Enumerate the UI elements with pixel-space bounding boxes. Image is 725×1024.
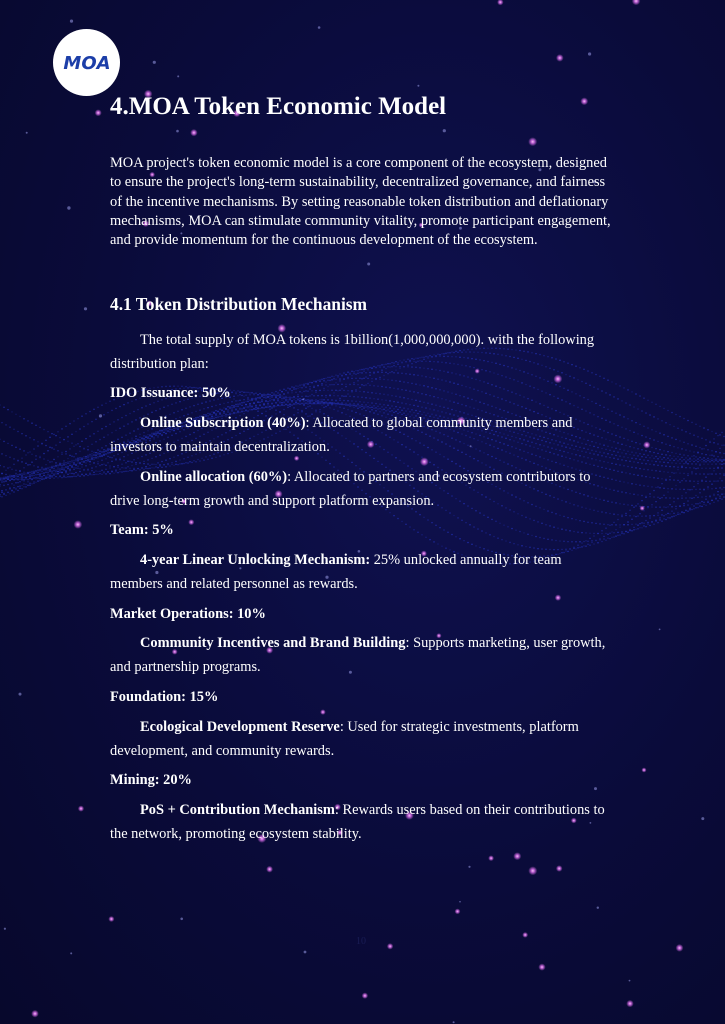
item-term: Ecological Development Reserve <box>140 719 340 735</box>
section-heading: 4.1 Token Distribution Mechanism <box>110 294 368 314</box>
item-online-allocation <box>110 466 615 513</box>
group-label-market-operations: Market Operations: 10% <box>110 606 266 622</box>
item-term: PoS + Contribution Mechanism <box>140 802 335 818</box>
item-ecological-reserve <box>110 716 615 763</box>
moa-logo <box>53 29 120 96</box>
item-community-incentives <box>110 632 615 679</box>
page-title: 4.MOA Token Economic Model <box>110 93 447 120</box>
item-text: 25% unlocked annually for team members and related personnel as rewards. <box>110 552 562 592</box>
item-term: Community Incentives and Brand Building <box>140 635 406 651</box>
item-linear-unlocking <box>110 549 615 596</box>
item-term: Online Subscription (40%) <box>140 415 306 431</box>
item-text: : Allocated to partners and ecosystem contributors to drive long-term growth and support platform expansion. <box>110 469 591 509</box>
item-pos-contribution <box>110 799 615 846</box>
moa-logo-icon <box>61 51 113 75</box>
svg-text:MOA: MOA <box>62 52 111 74</box>
item-term: Online allocation (60%) <box>140 469 288 485</box>
item-text: : Supports marketing, user growth, and partnership programs. <box>110 635 606 675</box>
supply-paragraph: The total supply of MOA tokens is 1billion(1,000,000,000). with the following distribution plan: <box>110 332 595 372</box>
group-label-mining: Mining: 20% <box>110 772 192 788</box>
item-text: : Rewards users based on their contributions to the network, promoting ecosystem stability. <box>110 802 605 842</box>
item-text: : Allocated to global community members and investors to maintain decentralization. <box>110 415 573 455</box>
item-term: 4-year Linear Unlocking Mechanism: <box>140 552 371 568</box>
item-online-subscription <box>110 412 615 459</box>
group-label-team: Team: 5% <box>110 522 174 538</box>
group-label-foundation: Foundation: 15% <box>110 689 219 705</box>
item-text: : Used for strategic investments, platform development, and community rewards. <box>110 719 579 759</box>
intro-paragraph: MOA project's token economic model is a core component of the ecosystem, designed to ensure the project's long-term sustainability, decentralized governance, and fairness of the incentive mechanisms. By setting reasonable token distribution and deflationary mechanisms, MOA can stimulate community vitality, promote participant engagement, and provide momentum for the continuous development of the ecosystem. <box>110 155 611 249</box>
group-label-ido: IDO Issuance: 50% <box>110 385 231 401</box>
page-number: 10 <box>356 936 366 947</box>
